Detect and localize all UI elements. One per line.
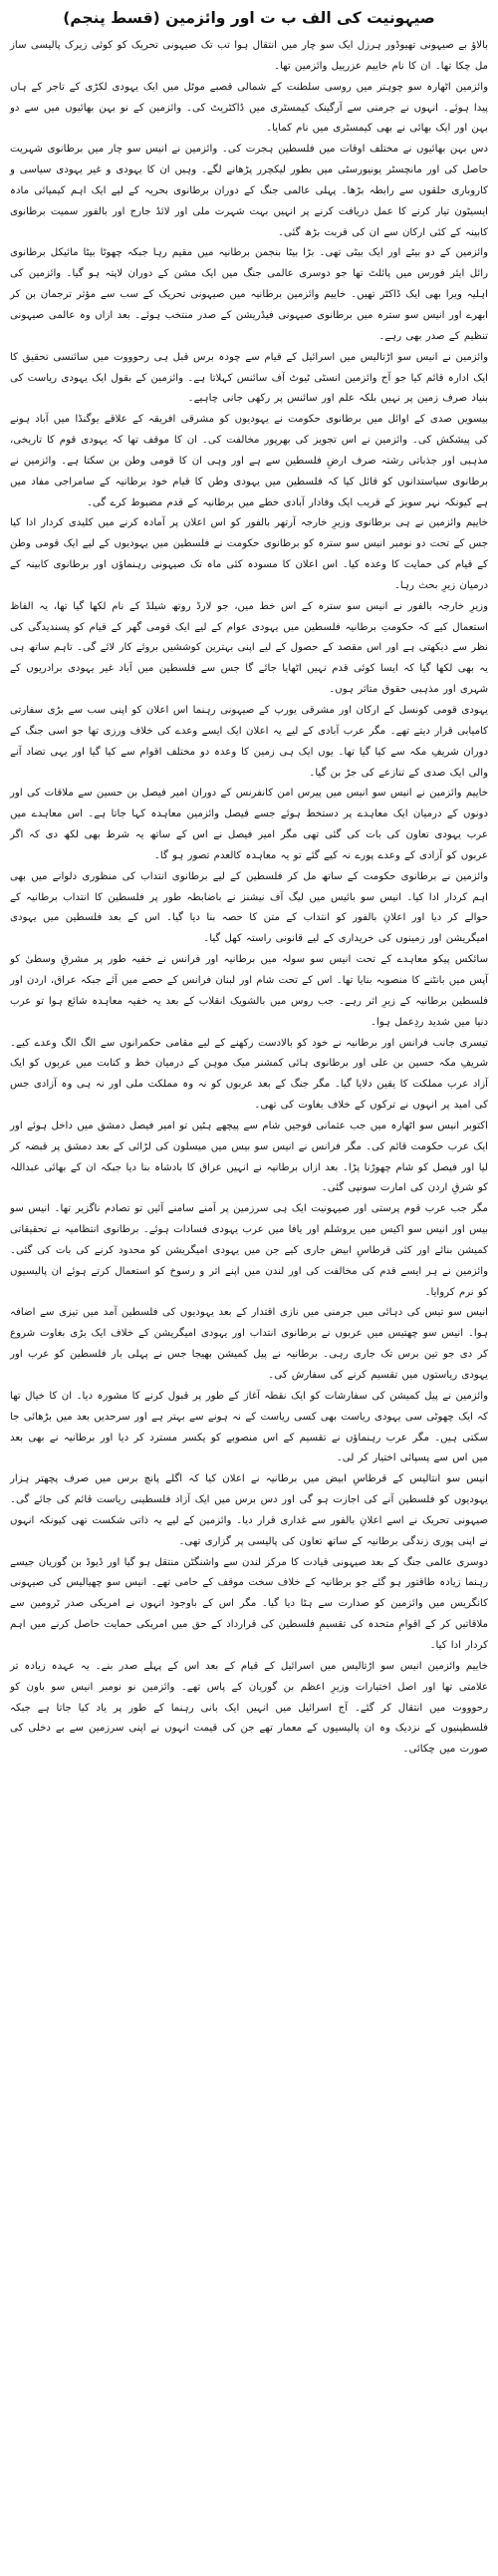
paragraph: انیس سو انتالیس کے قرطاسِ ابیض میں برطانیہ نے اعلان کیا کہ اگلے پانچ برس میں صرف پچھتر ہزار یہودیوں کو فلسطین آنے کی اجازت ہو گی اور دس برس میں ایک آزاد فلسطینی ریاست قائم کی جائے گی۔ صیہونی تحریک نے اسے اعلانِ بالفور سے غداری قرار دیا۔ وائزمین کے لیے یہ ذاتی شکست تھی کیونکہ انہوں نے اپنی پوری زندگی برطانیہ کے ساتھ تعاون کی پالیسی پر گزاری تھی۔ [10, 1473, 488, 1547]
paragraph: خاییم وائزمین نے ہی برطانوی وزیرِ خارجہ آرتھر بالفور کو اس اعلان پر آمادہ کرنے میں کلیدی کردار ادا کیا جس کے تحت دو نومبر انیس سو سترہ کو برطانوی حکومت نے فلسطین میں یہودیوں کے لیے ایک قومی وطن کے قیام کی حمایت کا وعدہ کیا۔ اس اعلان کا مسودہ کئی ماہ تک صیہونی رہنماؤں اور برطانوی کابینہ کے درمیان زیرِ بحث رہا۔ [10, 517, 488, 591]
paragraph: انیس سو تیس کی دہائی میں جرمنی میں نازی اقتدار کے بعد یہودیوں کی فلسطین آمد میں تیزی سے اضافہ ہوا۔ انیس سو چھتیس میں عربوں نے برطانوی انتداب اور یہودی امیگریشن کے خلاف ایک بڑی بغاوت شروع کر دی جو تین برس تک جاری رہی۔ برطانیہ نے پیل کمیشن بھیجا جس نے پہلی بار فلسطین کو عرب اور یہودی ریاستوں میں تقسیم کرنے کی سفارش کی۔ [10, 1307, 488, 1381]
article-body [10, 36, 488, 1761]
paragraph: مگر جب عرب قوم پرستی اور صیہونیت ایک ہی سرزمین پر آمنے سامنے آئیں تو تصادم ناگزیر تھا۔ انیس سو بیس اور انیس سو اکیس میں یروشلم اور یافا میں عرب یہودی فسادات ہوئے۔ برطانوی انتظامیہ نے تحقیقاتی کمیشن بنائے اور کئی قرطاسِ ابیض جاری کیے جن میں یہودی امیگریشن کو محدود کرنے کی بات کی گئی۔ وائزمین نے ہر ایسے قدم کی مخالفت کی اور لندن میں اپنے اثر و رسوخ کو استعمال کرتے ہوئے ان پالیسیوں کو نرم کروایا۔ [10, 1203, 488, 1298]
paragraph: وائزمین نے برطانوی حکومت کے ساتھ مل کر فلسطین کے لیے برطانوی انتداب کی منظوری دلوانے میں بھی اہم کردار ادا کیا۔ انیس سو بائیس میں لیگ آف نیشنز نے باضابطہ طور پر فلسطین کا انتداب برطانیہ کے حوالے کر دیا اور اعلانِ بالفور کو انتداب کے متن کا حصہ بنا دیا گیا۔ اس کے بعد فلسطین میں یہودی امیگریشن اور زمینوں کی خریداری کے لیے قانونی راستہ کھل گیا۔ [10, 870, 488, 945]
paragraph: خاییم وائزمین انیس سو اڑتالیس میں اسرائیل کے قیام کے بعد اس کے پہلے صدر بنے۔ یہ عہدہ زیادہ تر علامتی تھا اور اصل اختیارات وزیرِ اعظم بن گوریان کے پاس تھے۔ وائزمین نو نومبر انیس سو باون کو رحوووت میں انتقال کر گئے۔ آج اسرائیل میں انہیں ایک بانی رہنما کے طور پر یاد کیا جاتا ہے جبکہ فلسطینیوں کے نزدیک وہ ان پالیسیوں کے معمار تھے جن کی قیمت انہوں نے اپنی سرزمین سے بے دخلی کی صورت میں چکائی۔ [10, 1660, 488, 1756]
paragraph: دس بہن بھائیوں نے مختلف اوقات میں فلسطین ہجرت کی۔ وائزمین نے انیس سو چار میں برطانوی شہریت حاصل کی اور مانچسٹر یونیورسٹی میں بطور لیکچرر پڑھانے لگے۔ وہیں ان کا یہودی و غیر یہودی سیاسی و کاروباری حلقوں سے رابطہ بڑھا۔ پہلی عالمی جنگ کے دوران برطانوی بحریہ کے لیے ایک اہم کیمیائی مادہ ایسیٹون تیار کرنے کا عمل دریافت کرنے پر انہیں بہت شہرت ملی اور لائڈ جارج اور بالفور سمیت برطانوی کابینہ کے کئی ارکان سے ان کی قربت بڑھ گئی۔ [10, 144, 488, 238]
paragraph: وزیرِ خارجہ بالفور نے انیس سو سترہ کے اس خط میں، جو لارڈ روتھ شیلڈ کے نام لکھا گیا تھا، یہ الفاظ استعمال کیے کہ حکومتِ برطانیہ فلسطین میں یہودی عوام کے لیے ایک قومی گھر کے قیام کو پسندیدگی کی نظر سے دیکھتی ہے اور اس مقصد کے حصول کے لیے اپنی بہترین کوششیں بروئے کار لائے گی۔ تاہم ساتھ ہی یہ بھی لکھا گیا کہ ایسا کوئی قدم نہیں اٹھایا جائے گا جس سے فلسطین میں آباد غیر یہودی برادریوں کے شہری اور مذہبی حقوق متاثر ہوں۔ [10, 600, 488, 696]
paragraph: وائزمین کے دو بیٹے اور ایک بیٹی تھی۔ بڑا بیٹا بنجمن برطانیہ میں مقیم رہا جبکہ چھوٹا بیٹا مائیکل برطانوی رائل ایئر فورس میں پائلٹ تھا جو دوسری عالمی جنگ میں ایک مشن کے دوران لاپتہ ہو گیا۔ وائزمین کی اہلیہ ویرا بھی ایک ڈاکٹر تھیں۔ خاییم وائزمین برطانیہ میں صیہونی تحریک کے سب سے مؤثر ترجمان بن کر ابھرے اور انیس سو سترہ میں برطانوی صیہونی فیڈریشن کے صدر منتخب ہوئے۔ بعد ازاں وہ عالمی صیہونی تنظیم کے صدر بھی رہے۔ [10, 247, 488, 342]
paragraph: وائزمین نے پیل کمیشن کی سفارشات کو ایک نقطہ آغاز کے طور پر قبول کرنے کا مشورہ دیا۔ ان کا خیال تھا کہ ایک چھوٹی سی یہودی ریاست بھی کسی ریاست کے نہ ہونے سے بہتر ہے اور سرحدیں بعد میں بڑھائی جا سکتی ہیں۔ مگر عرب رہنماؤں نے تقسیم کے اس منصوبے کو یکسر مسترد کر دیا اور برطانیہ نے بھی بعد میں اس سے پسپائی اختیار کر لی۔ [10, 1390, 488, 1464]
article-title: صیہونیت کی الف ب ت اور وائزمین (قسط پنجم) [63, 9, 435, 27]
paragraph: یہودی قومی کونسل کے ارکان اور مشرقی یورپ کے صیہونی رہنما اس اعلان کو اپنی سب سے بڑی سفارتی کامیابی قرار دیتے تھے۔ مگر عرب آبادی کے لیے یہ اعلان ایک ایسے وعدے کی خلاف ورزی تھا جو اسی جنگ کے دوران شریفِ مکہ سے کیا گیا تھا۔ یوں ایک ہی زمین کا وعدہ دو مختلف اقوام سے کیا گیا اور یہی تضاد آنے والی ایک صدی کے تنازعے کی جڑ بن گیا۔ [10, 705, 488, 779]
paragraph: بیسویں صدی کے اوائل میں برطانوی حکومت نے یہودیوں کو مشرقی افریقہ کے علاقے یوگنڈا میں آباد ہونے کی پیشکش کی۔ وائزمین نے اس تجویز کی بھرپور مخالفت کی۔ ان کا موقف تھا کہ یہودی قوم کا تاریخی، مذہبی اور جذباتی رشتہ صرف ارضِ فلسطین سے ہے اور وہی ان کا قومی وطن بن سکتا ہے۔ وائزمین نے برطانوی سیاستدانوں کو قائل کیا کہ فلسطین میں یہودی وطن کا قیام خود برطانیہ کے سامراجی مفاد میں ہے کیونکہ نہر سویز کے قریب ایک وفادار آبادی خطے میں برطانیہ کے قدم مضبوط کرے گی۔ [10, 414, 488, 508]
paragraph: وائزمین نے انیس سو اڑتالیس میں اسرائیل کے قیام سے چودہ برس قبل ہی رحوووت میں سائنسی تحقیق کا ایک ادارہ قائم کیا جو آج وائزمین انسٹی ٹیوٹ آف سائنس کہلاتا ہے۔ وائزمین کے بقول ایک یہودی ریاست کی بنیاد صرف زمین پر نہیں بلکہ علم اور سائنس پر رکھی جانی چاہیے۔ [10, 351, 488, 405]
paragraph: دوسری عالمی جنگ کے بعد صیہونی قیادت کا مرکز لندن سے واشنگٹن منتقل ہو گیا اور ڈیوڈ بن گوریان جیسے رہنما زیادہ طاقتور ہو گئے جو برطانیہ کے خلاف سخت موقف کے حامی تھے۔ انیس سو چھیالیس کی صیہونی کانگریس میں وائزمین کو صدارت سے ہٹا دیا گیا۔ مگر اس کے باوجود انہوں نے امریکی صدر ٹرومین سے ملاقاتیں کر کے اقوامِ متحدہ کی تقسیمِ فلسطین کی قرارداد کے حق میں امریکی حمایت حاصل کرنے میں اہم کردار ادا کیا۔ [10, 1556, 488, 1651]
paragraph: تیسری جانب فرانس اور برطانیہ نے خود کو بالادست رکھنے کے لیے مقامی حکمرانوں سے الگ الگ وعدے کیے۔ شریفِ مکہ حسین بن علی اور برطانوی ہائی کمشنر میک موہن کے درمیان خط و کتابت میں عربوں کو ایک آزاد عرب مملکت کا یقین دلایا گیا۔ مگر جنگ کے بعد عربوں کو نہ وہ مملکت ملی اور نہ ہی وہ آزادی جس کی امید پر انہوں نے ترکوں کے خلاف بغاوت کی تھی۔ [10, 1037, 488, 1112]
paragraph: سائکس پیکو معاہدے کے تحت انیس سو سولہ میں برطانیہ اور فرانس نے خفیہ طور پر مشرقِ وسطیٰ کو آپس میں بانٹنے کا منصوبہ بنایا تھا۔ اس کے تحت شام اور لبنان فرانس کے حصے میں آئے جبکہ عراق، اردن اور فلسطین برطانیہ کے زیرِ اثر رہے۔ جب روس میں بالشویک انقلاب کے بعد یہ خفیہ معاہدہ شائع ہوا تو عرب دنیا میں شدید ردِعمل ہوا۔ [10, 954, 488, 1028]
paragraph: خاییم وائزمین نے انیس سو انیس میں پیرس امن کانفرنس کے دوران امیر فیصل بن حسین سے ملاقات کی اور دونوں کے درمیان ایک معاہدے پر دستخط ہوئے جسے فیصل وائزمین معاہدہ کہا جاتا ہے۔ اس معاہدے میں عرب یہودی تعاون کی بات کی گئی تھی مگر امیر فیصل نے اس کے ساتھ یہ شرط بھی لکھ دی کہ اگر عربوں کو آزادی کے وعدے پورے نہ کیے گئے تو یہ معاہدہ کالعدم تصور ہو گا۔ [10, 788, 488, 861]
paragraph: بالاؤ بے صیہونی تھیوڈور ہرزل ایک سو چار میں انتقال ہوا تب تک صیہونی تحریک کو کوئی زیرک پالیسی ساز مل چکا تھا۔ ان کا نام خاییم عزرییل وائزمین تھا۔ [10, 40, 488, 72]
paragraph: وائزمین اٹھارہ سو چوہتر میں روسی سلطنت کے شمالی قصبے موٹل میں ایک یہودی لکڑی کے تاجر کے ہاں پیدا ہوئے۔ انہوں نے جرمنی سے آرگینک کیمسٹری میں ڈاکٹریٹ کی۔ وائزمین کے نو بہن بھائیوں میں سے دو بہن اور ایک بھائی نے بھی کیمسٹری میں نام کمایا۔ [10, 81, 488, 135]
paragraph: اکتوبر انیس سو اٹھارہ میں جب عثمانی فوجیں شام سے پیچھے ہٹیں تو امیر فیصل دمشق میں داخل ہوئے اور ایک عرب حکومت قائم کی۔ مگر فرانس نے انیس سو بیس میں میسلون کی لڑائی کے بعد دمشق پر قبضہ کر لیا اور فیصل کو شام چھوڑنا پڑا۔ بعد ازاں برطانیہ نے انہیں عراق کا بادشاہ بنا دیا جبکہ ان کے بھائی عبداللہ کو شرقِ اردن کی امارت سونپی گئی۔ [10, 1120, 488, 1194]
